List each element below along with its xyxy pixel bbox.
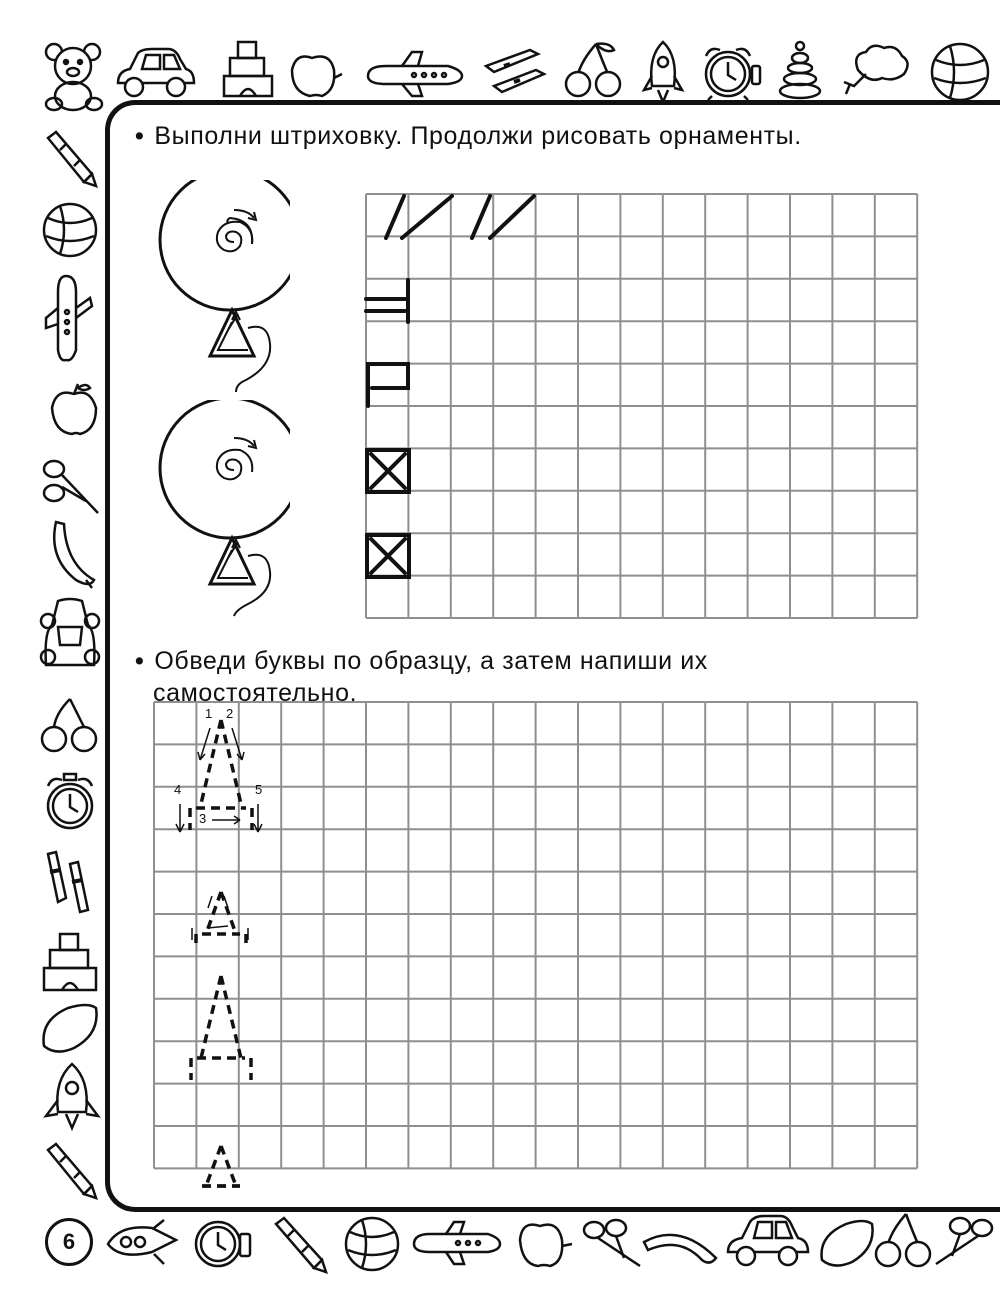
lemon-icon: [816, 1216, 878, 1270]
toy-blocks-icon: [40, 930, 100, 996]
crayon-icon: [268, 1214, 328, 1274]
crayons-icon: [40, 848, 96, 918]
balloon-illustration-bottom: [150, 400, 290, 625]
crossed-square-diagonal: [371, 454, 405, 488]
scissors-icon: [932, 1214, 996, 1270]
ornament-grid: [364, 192, 924, 627]
task2-text-line1: Обведи буквы по образцу, а затем напиши их: [154, 647, 708, 675]
apple-icon: [514, 1214, 574, 1272]
bullet: •: [135, 647, 145, 675]
page-number: 6: [45, 1218, 93, 1266]
cherries-icon: [562, 40, 624, 100]
broccoli-icon: [836, 40, 914, 98]
ball-icon: [40, 200, 100, 260]
stroke-number-1: 1: [205, 706, 213, 721]
task1-instruction: [135, 120, 802, 152]
crayon-icon: [40, 1140, 98, 1202]
stroke-number-5: 5: [255, 782, 263, 797]
ornament-stroke: [366, 280, 408, 322]
ball-icon: [342, 1214, 402, 1274]
ring-pyramid-icon: [776, 40, 824, 102]
balloon-illustration-top: [150, 180, 290, 405]
scissors-icon: [40, 455, 102, 519]
sample-letter-a-diagonals: [200, 720, 242, 808]
hatch-stroke: [490, 196, 534, 238]
crayon-icon: [40, 128, 98, 190]
scissors-icon: [580, 1216, 646, 1272]
bullet: •: [135, 122, 145, 150]
banana-icon: [46, 518, 100, 590]
letter-grid: [152, 700, 922, 1200]
cherries-icon: [36, 695, 102, 755]
hatch-stroke: [472, 196, 490, 238]
hatch-stroke: [402, 196, 452, 238]
toy-blocks-icon: [220, 38, 276, 100]
task2-text-line2: самостоятельно.: [153, 679, 358, 707]
teddy-bear-icon: [40, 40, 106, 112]
alarm-clock-icon: [40, 770, 102, 834]
stroke-number-3: 3: [199, 811, 207, 826]
car-icon: [38, 595, 102, 681]
apple-icon: [286, 48, 344, 100]
stroke-number-4: 4: [174, 782, 182, 797]
stroke-arrow: [176, 804, 184, 832]
tall-letter-a-legs: [191, 1058, 251, 1080]
airplane-icon: [362, 50, 466, 98]
rocket-icon: [104, 1218, 184, 1268]
banana-icon: [640, 1220, 720, 1270]
apple-icon: [46, 380, 102, 440]
hatch-stroke: [386, 196, 404, 238]
lemon-icon: [38, 1000, 102, 1056]
ornament-stroke: [368, 364, 408, 406]
tall-letter-a-diagonals: [201, 976, 241, 1058]
stroke-arrow: [254, 804, 262, 832]
rocket-icon: [38, 1060, 104, 1132]
airplane-icon: [44, 272, 94, 364]
bottom-letter-a-diagonals: [206, 1146, 236, 1186]
car-icon: [112, 45, 198, 103]
task1-text: Выполни штриховку. Продолжи рисовать орнаменты.: [154, 122, 802, 150]
alarm-clock-icon: [696, 42, 762, 102]
cherries-icon: [872, 1210, 934, 1270]
rocket-icon: [640, 40, 686, 104]
ball-icon: [928, 40, 992, 104]
stroke-number-2: 2: [226, 706, 234, 721]
car-icon: [722, 1212, 812, 1272]
stroke-arrow: [212, 816, 240, 824]
crossed-square-diagonal: [371, 539, 405, 573]
airplane-icon: [408, 1220, 504, 1266]
crayons-icon: [480, 44, 550, 96]
alarm-clock-icon: [190, 1212, 254, 1274]
